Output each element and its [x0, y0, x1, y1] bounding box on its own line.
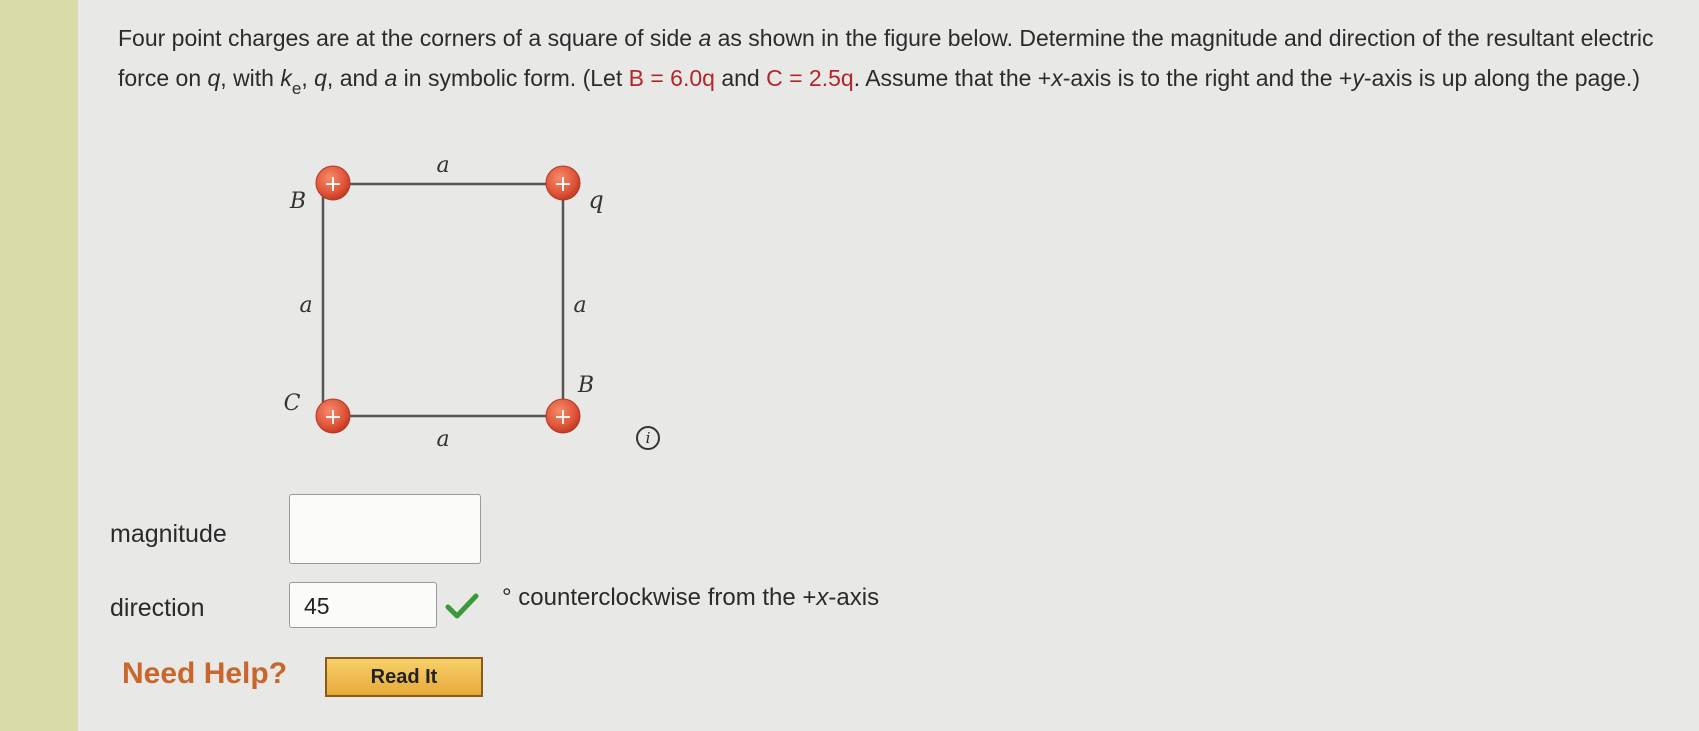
label-bottom-side: a — [436, 427, 450, 452]
magnitude-input[interactable] — [289, 494, 481, 564]
question-text: Four point charges are at the corners of a square of side a as shown in the figure below. Determine the magnitude and direction of the resultant electric force on q, with $k_e$, q, and a in symbolic form. (Let B = 6.0q and C = 2.5q. Assume that the +x-axis is to the right and the +y-axis is up along the page.) — [118, 25, 1654, 98]
svg-text:+: + — [553, 405, 573, 430]
svg-text:+: + — [553, 172, 573, 197]
b-value: B = 6.0q — [628, 65, 715, 91]
label-charge-bottom-left: C — [283, 391, 301, 416]
direction-unit: ° counterclockwise from the +x-axis — [502, 584, 880, 611]
label-left-side: a — [299, 293, 313, 318]
label-charge-top-left: B — [289, 189, 307, 214]
direction-label: direction — [110, 594, 205, 622]
magnitude-label: magnitude — [110, 520, 227, 548]
charge-top-left — [316, 166, 350, 200]
c-value: C = 2.5q — [766, 65, 854, 91]
direction-input[interactable]: 45 — [289, 582, 437, 628]
svg-text:+: + — [323, 172, 343, 197]
need-help-label: Need Help? — [122, 657, 288, 690]
left-margin-strip — [0, 0, 78, 731]
label-right-side: a — [573, 293, 587, 318]
info-icon[interactable]: i — [636, 426, 660, 450]
charge-top-right — [546, 166, 580, 200]
charge-square-figure — [270, 150, 690, 470]
label-top-side: a — [436, 153, 450, 178]
charge-bottom-right — [546, 399, 580, 433]
correct-check-icon — [445, 592, 479, 620]
read-it-button[interactable]: Read It — [325, 657, 483, 697]
svg-text:+: + — [323, 405, 343, 430]
label-charge-top-right: q — [588, 186, 604, 214]
charge-bottom-left — [316, 399, 350, 433]
label-charge-bottom-right: B — [577, 373, 595, 398]
